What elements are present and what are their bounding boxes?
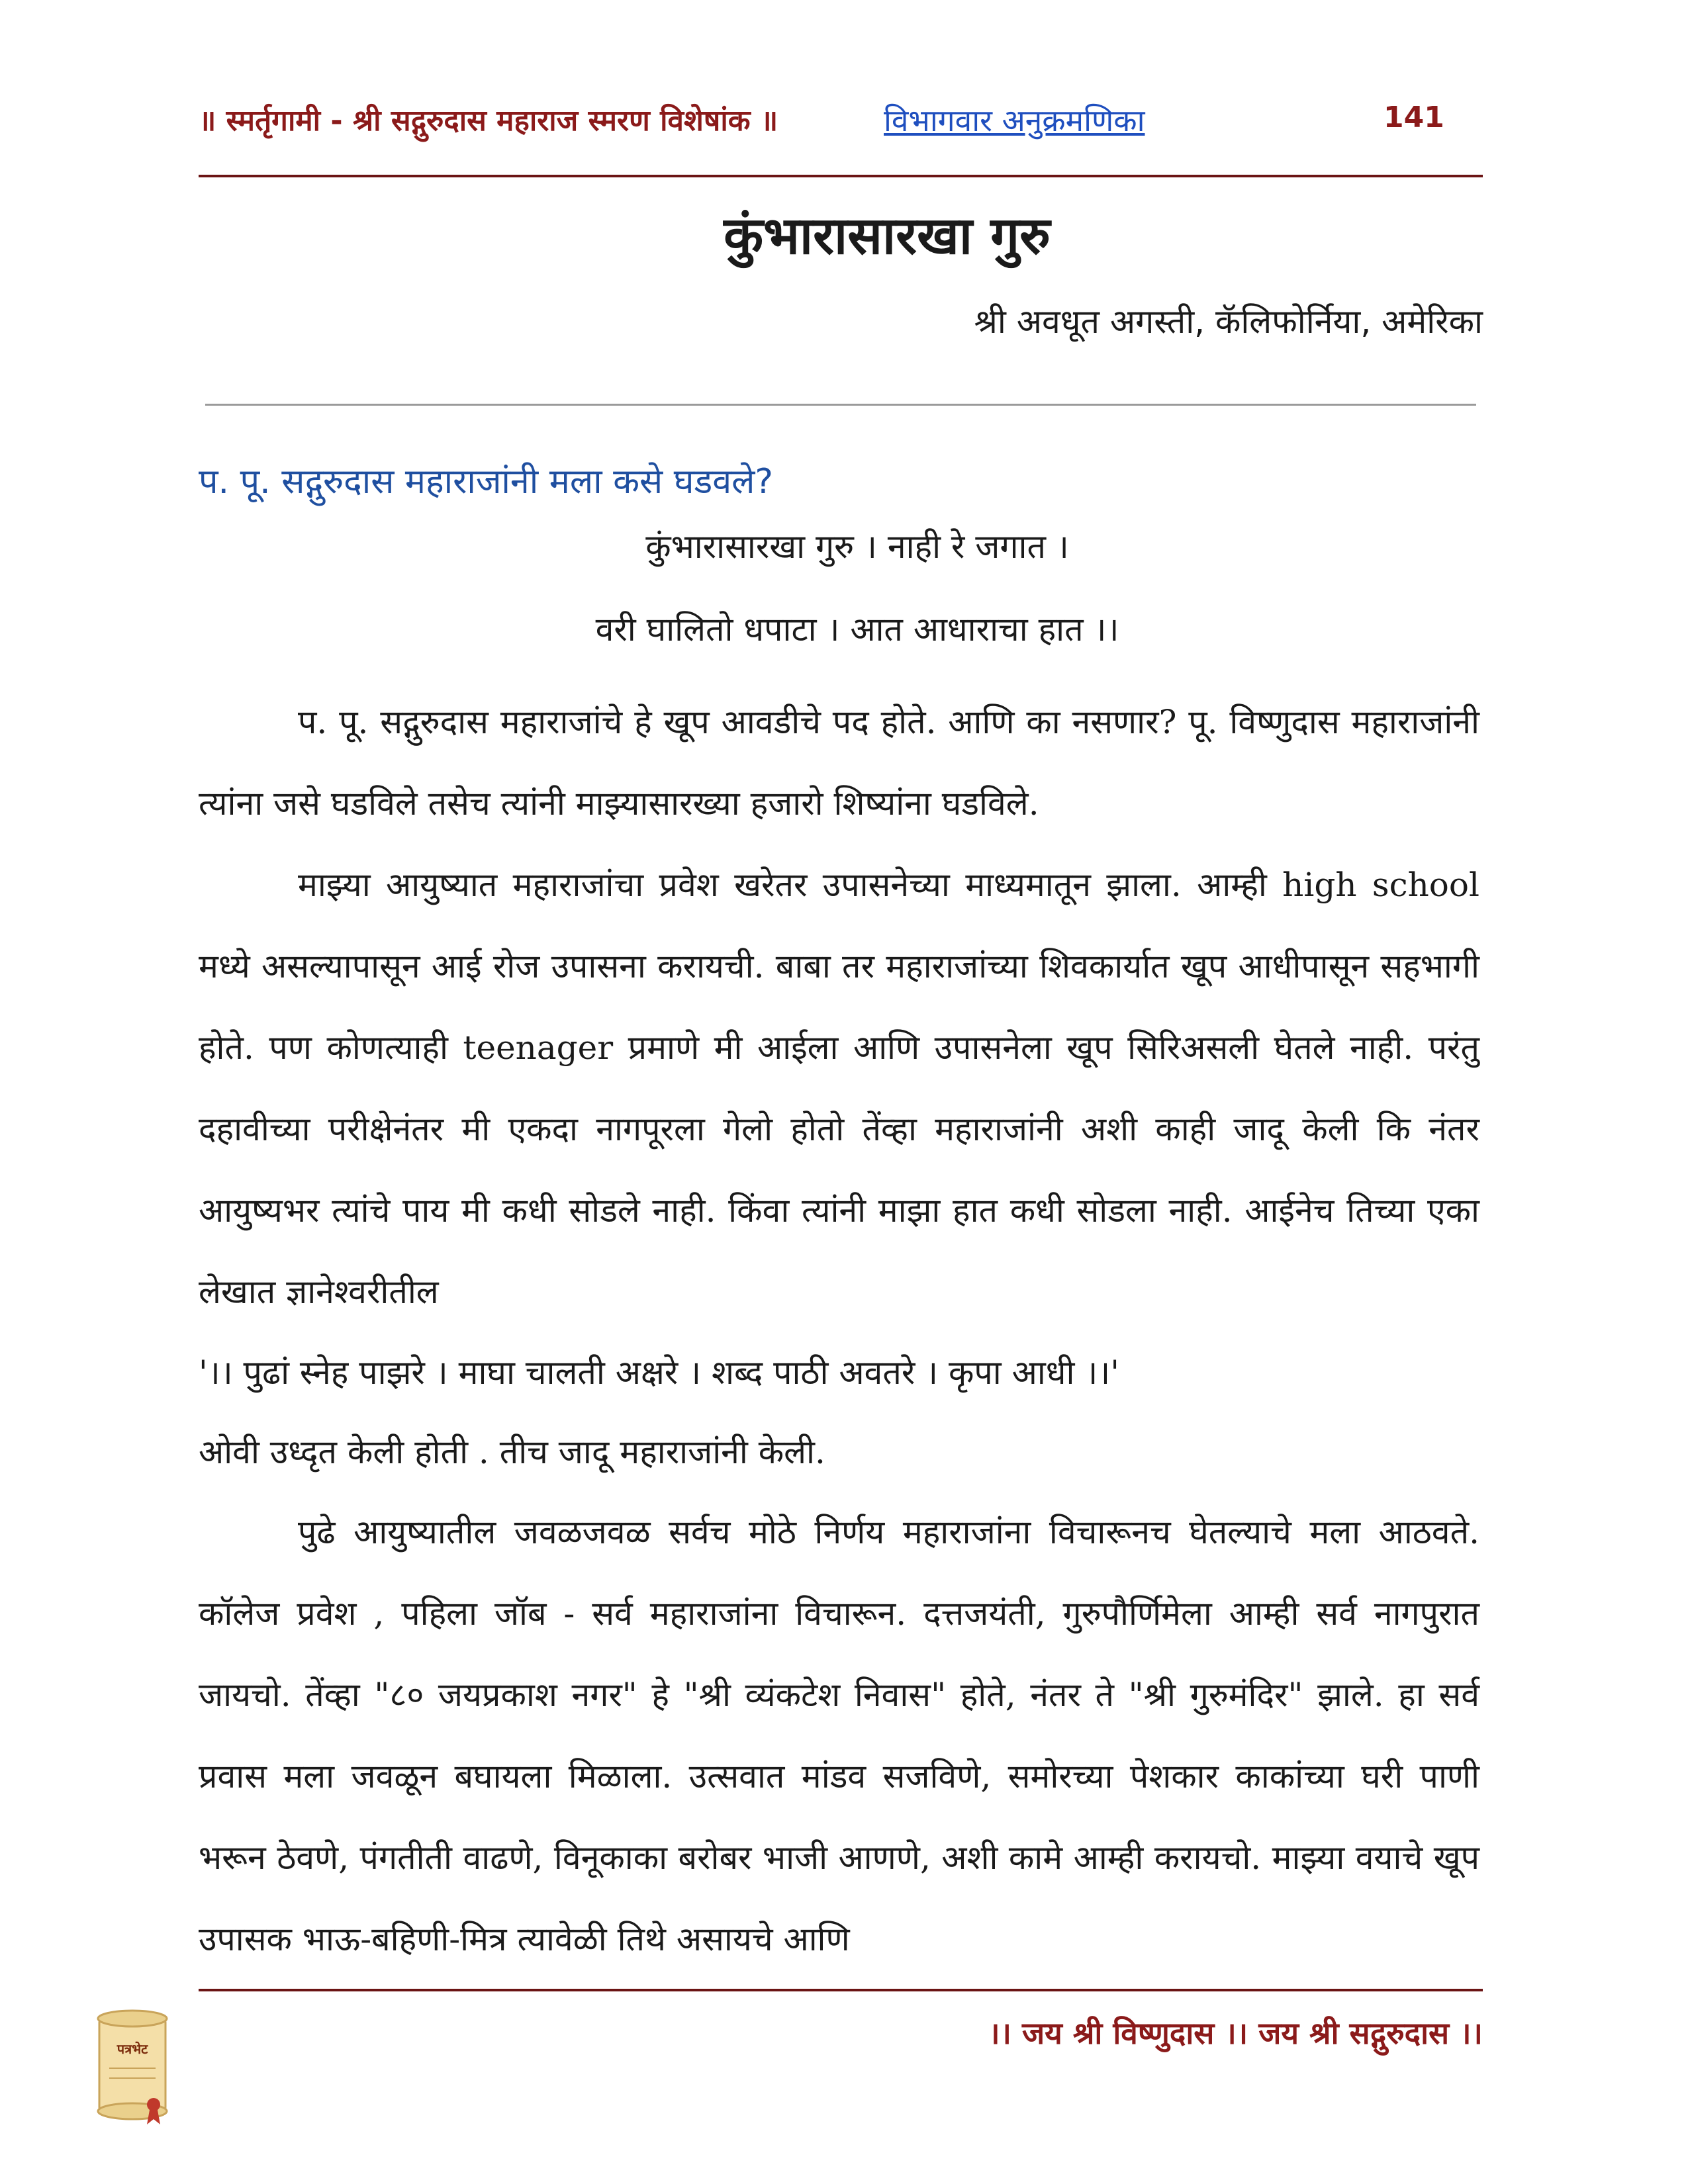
article-body — [199, 682, 1479, 1980]
page-number: 141 — [1383, 101, 1444, 134]
badge-label: पत्रभेट — [117, 2041, 148, 2057]
paragraph: ओवी उध्दृत केली होती . तीच जादू महाराजांनी केली. — [199, 1433, 825, 1471]
footer-divider — [199, 1989, 1483, 1991]
title-divider — [205, 404, 1476, 406]
section-index-link[interactable]: विभागवार अनुक्रमणिका — [884, 103, 1145, 138]
paragraph: प. पू. सद्गुरुदास महाराजांचे हे खूप आवडीचे पद होते. आणि का नसणार? पू. विष्णुदास महाराजांनी त्यांना जसे घडविले तसेच त्यांनी माझ्यासारख्या हजारो शिष्यांना घडविले. — [199, 703, 1479, 823]
scroll-logo-icon — [93, 2005, 172, 2131]
paragraph: माझ्या आयुष्यात महाराजांचा प्रवेश खरेतर उपासनेच्या माध्यमातून झाला. आम्ही high school मध्ये असल्यापासून आई रोज उपासना करायची. बाबा तर महाराजांच्या शिवकार्यात खूप आधीपासून सहभागी होते. पण कोणत्याही teenager प्रमाणे मी आईला आणि उपासनेला खूप सिरिअसली घेतले नाही. परंतु दहावीच्या परीक्षेनंतर मी एकदा नागपूरला गेलो होतो तेंव्हा महाराजांनी अशी काही जादू केली कि नंतर आयुष्यभर त्यांचे पाय मी कधी सोडले नाही. किंवा त्यांनी माझा हात कधी सोडला नाही. आईनेच तिच्या एका लेखात ज्ञानेश्वरीतील — [199, 866, 1479, 1311]
quoted-ovi: '।। पुढां स्नेह पाझरे । माघा चालती अक्षरे । शब्द पाठी अवतरे । कृपा आधी ।।' — [199, 1353, 1119, 1392]
paragraph: पुढे आयुष्यातील जवळजवळ सर्वच मोठे निर्णय महाराजांना विचारूनच घेतल्याचे मला आठवते. कॉलेज प्रवेश , पहिला जॉब - सर्व महाराजांना विचारून. दत्तजयंती, गुरुपौर्णिमेला आम्ही सर्व नागपुरात जायचो. तेंव्हा "८० जयप्रकाश नगर" हे "श्री व्यंकटेश निवास" होते, नंतर ते "श्री गुरुमंदिर" झाले. हा सर्व प्रवास मला जवळून बघायला मिळाला. उत्सवात मांडव सजविणे, समोरच्या पेशकार काकांच्या घरी पाणी भरून ठेवणे, पंगतीती वाढणे, विनूकाका बरोबर भाजी आणणे, अशी कामे आम्ही करायचो. माझ्या वयाचे खूप उपासक भाऊ-बहिणी-मित्र त्यावेळी तिथे असायचे आणि — [199, 1513, 1479, 1958]
magazine-title: ॥ स्मर्तृगामी - श्री सद्गुरुदास महाराज स्मरण विशेषांक ॥ — [199, 104, 778, 138]
article-title: कुंभारासारखा गुरु — [724, 206, 1051, 266]
article-author: श्री अवधूत अगस्ती, कॅलिफोर्निया, अमेरिका — [974, 302, 1483, 341]
header-divider — [199, 175, 1483, 177]
verse-line: कुंभारासारखा गुरु । नाही रे जगात । — [645, 527, 1069, 566]
article-subheading: प. पू. सद्गुरुदास महाराजांनी मला कसे घडवले? — [199, 462, 774, 502]
page-header — [199, 99, 1483, 146]
footer-salutation: ।। जय श्री विष्णुदास ।। जय श्री सद्गुरुदास ।। — [988, 2015, 1483, 2051]
verse-line: वरी घालितो धपाटा । आत आधाराचा हात ।। — [595, 610, 1119, 649]
